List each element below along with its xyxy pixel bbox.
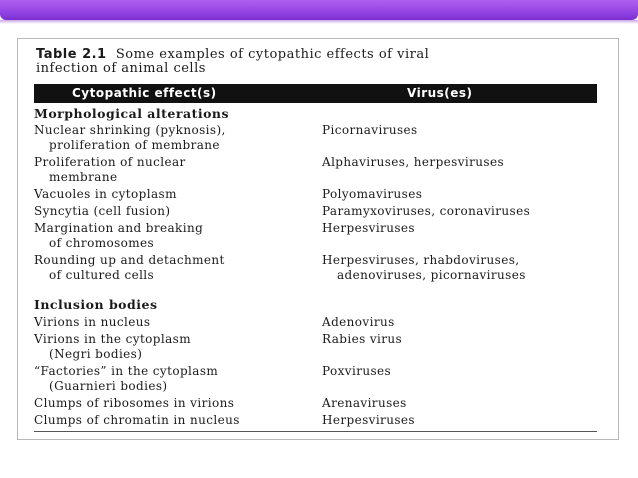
cell-effect-line: Clumps of chromatin in nucleus [34,413,240,427]
cell-virus [322,221,592,236]
cell-effect [34,332,314,362]
cell-effect-line: of chromosomes [49,236,155,250]
cell-effect-line: “Factories” in the cytoplasm [34,364,219,378]
cell-effect [34,221,314,251]
cell-virus-line: Rabies virus [322,332,403,346]
cell-effect-line: Syncytia (cell fusion) [34,204,171,218]
cell-virus [322,364,592,379]
cell-effect-line: membrane [49,170,118,184]
cell-effect [34,315,314,330]
cell-virus-line: Arenaviruses [322,396,407,410]
cell-virus [322,155,592,170]
header-virus: Virus(es) [407,86,473,100]
cell-effect-line: Proliferation of nuclear [34,155,186,169]
table-label: Table 2.1 [36,47,107,62]
cell-virus-line: Poxviruses [322,364,392,378]
cell-virus [322,413,592,428]
cell-effect-line: (Negri bodies) [49,347,143,361]
cell-effect-line: of cultured cells [49,268,155,282]
section-inclusion: Inclusion bodies [34,297,158,312]
cell-virus [322,187,592,202]
cell-effect [34,413,314,428]
cell-effect-line: Virions in nucleus [34,315,151,329]
cell-virus [322,123,592,138]
cell-virus-line: Paramyxoviruses, coronaviruses [322,204,531,218]
header-effect: Cytopathic effect(s) [72,86,217,100]
cell-effect-line: Clumps of ribosomes in virions [34,396,235,410]
cell-effect [34,253,314,283]
cell-effect [34,204,314,219]
cell-effect [34,187,314,202]
cell-virus-line: Herpesviruses [322,221,415,235]
caption-line-1: Some examples of cytopathic effects of viral [115,47,430,62]
table-image [17,38,619,440]
cell-virus [322,315,592,330]
cell-effect [34,155,314,185]
cell-virus-line: Picornaviruses [322,123,418,137]
slide-top-bar-shadow [0,20,638,24]
cell-virus-line: Herpesviruses, rhabdoviruses, [322,253,520,267]
cell-effect [34,123,314,153]
cell-virus-line: Adenovirus [322,315,395,329]
cell-virus-line: adenoviruses, picornaviruses [337,268,526,282]
cell-effect-line: Margination and breaking [34,221,204,235]
cell-virus-line: Alphaviruses, herpesviruses [322,155,505,169]
cell-effect [34,364,314,394]
table-header [34,84,597,103]
table-caption [36,48,606,76]
cell-effect-line: Vacuoles in cytoplasm [34,187,177,201]
cell-effect [34,396,314,411]
cell-virus [322,332,592,347]
cell-effect-line: Rounding up and detachment [34,253,225,267]
cell-virus [322,253,592,283]
table-bottom-rule [34,431,597,432]
cell-virus [322,204,592,219]
slide-top-bar [0,0,638,20]
cell-effect-line: Nuclear shrinking (pyknosis), [34,123,226,137]
caption-line-2: infection of animal cells [36,61,206,76]
section-morphological: Morphological alterations [34,106,230,121]
cell-virus [322,396,592,411]
cell-effect-line: Virions in the cytoplasm [34,332,191,346]
cell-effect-line: (Guarnieri bodies) [49,379,168,393]
cell-virus-line: Herpesviruses [322,413,415,427]
cell-virus-line: Polyomaviruses [322,187,423,201]
cell-effect-line: proliferation of membrane [49,138,220,152]
